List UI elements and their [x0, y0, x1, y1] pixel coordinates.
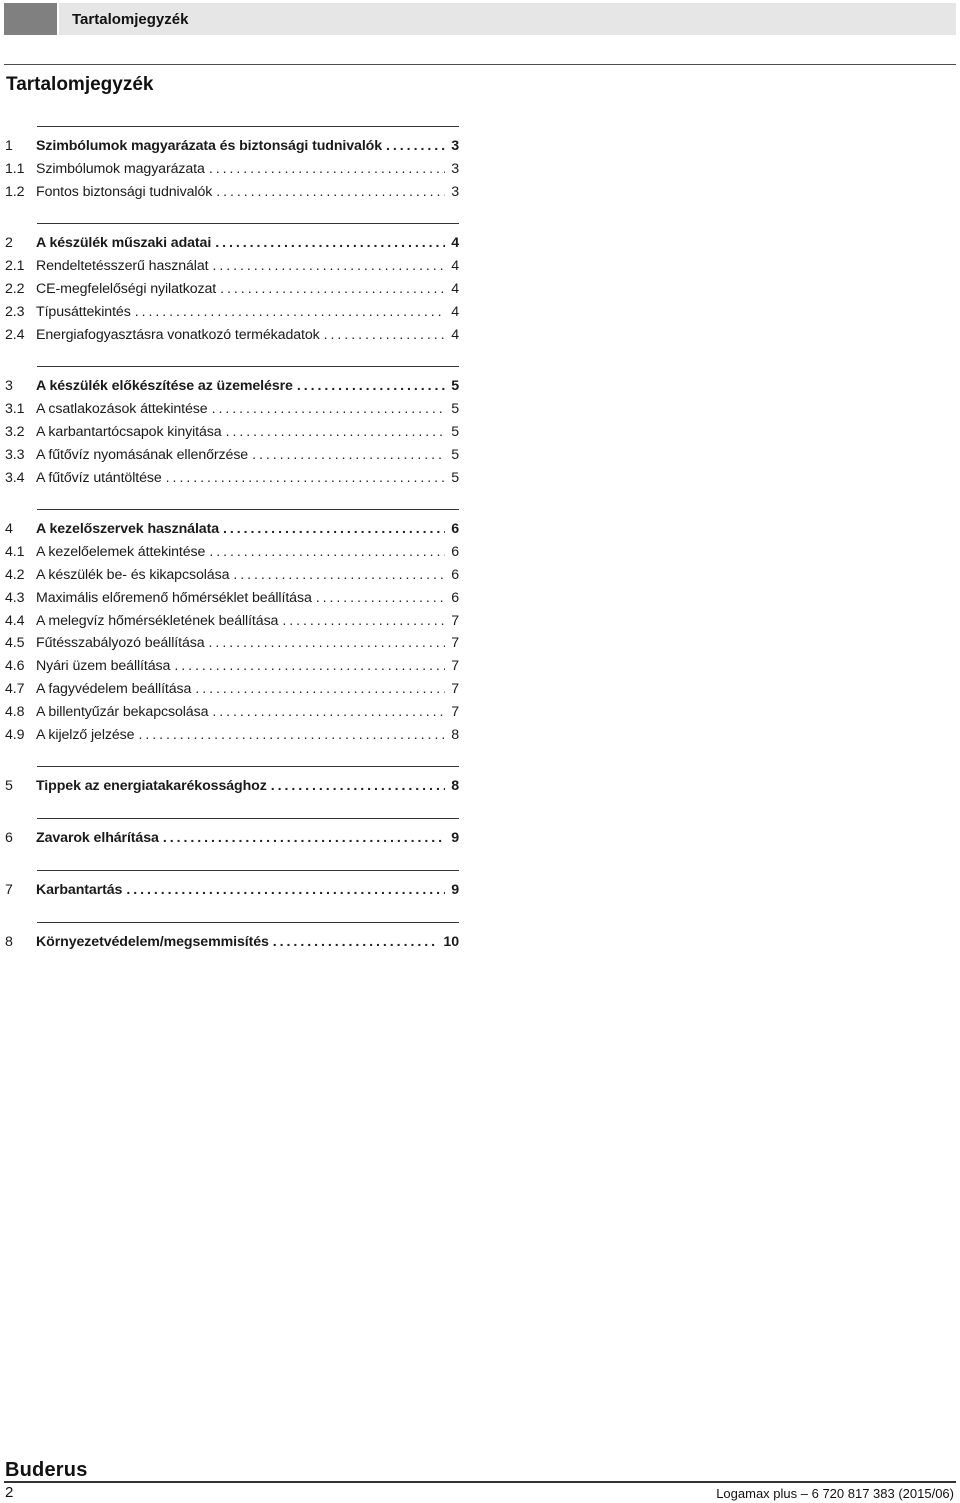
- brand-logo: Buderus: [5, 1459, 88, 1481]
- toc-subentry[interactable]: [5, 610, 459, 633]
- section-divider: [37, 126, 459, 127]
- entry-number: 3.1: [5, 401, 25, 418]
- entry-number: 3: [5, 378, 13, 395]
- entry-title: A készülék előkészítése az üzemelésre: [36, 378, 293, 395]
- toc-subentry[interactable]: [5, 467, 459, 490]
- entry-title: Tippek az energiatakarékossághoz: [36, 778, 267, 795]
- entry-title: A kezelőszervek használata: [36, 521, 219, 538]
- entry-number: 4: [5, 521, 13, 538]
- entry-title: Környezetvédelem/megsemmisítés: [36, 933, 269, 950]
- dot-leader: [195, 678, 445, 701]
- dot-leader: [212, 398, 445, 421]
- toc-entry[interactable]: [5, 879, 459, 902]
- toc-subentry[interactable]: [5, 724, 459, 747]
- table-of-contents: [5, 126, 459, 954]
- entry-page: 8: [451, 778, 459, 795]
- dot-leader: [273, 931, 440, 954]
- section-divider: [37, 870, 459, 871]
- dot-leader: [324, 324, 445, 347]
- entry-title: A kijelző jelzése: [36, 726, 135, 743]
- dot-leader: [220, 278, 445, 301]
- dot-leader: [209, 541, 445, 564]
- toc-section: [5, 126, 459, 203]
- dot-leader: [163, 827, 445, 850]
- toc-subentry[interactable]: [5, 301, 459, 324]
- entry-number: 1: [5, 138, 13, 154]
- toc-subentry[interactable]: [5, 255, 459, 278]
- dot-leader: [138, 724, 445, 747]
- entry-page: 6: [451, 589, 459, 606]
- entry-page: 4: [451, 258, 459, 275]
- entry-page: 7: [451, 703, 459, 720]
- header-bar: [59, 3, 956, 35]
- entry-title: A csatlakozások áttekintése: [36, 401, 208, 418]
- entry-title: A melegvíz hőmérsékletének beállítása: [36, 612, 279, 629]
- entry-page: 4: [451, 303, 459, 320]
- toc-section: [5, 223, 459, 346]
- dot-leader: [226, 421, 445, 444]
- entry-title: A kezelőelemek áttekintése: [36, 544, 206, 561]
- entry-page: 3: [451, 138, 459, 154]
- entry-page: 4: [451, 326, 459, 343]
- toc-entry[interactable]: [5, 931, 459, 954]
- entry-page: 10: [443, 933, 459, 950]
- section-divider: [37, 223, 459, 224]
- entry-title: A készülék műszaki adatai: [36, 235, 212, 252]
- entry-title: A karbantartócsapok kinyitása: [36, 423, 222, 440]
- entry-title: Rendeltetésszerű használat: [36, 258, 209, 275]
- entry-page: 5: [451, 401, 459, 418]
- entry-page: 5: [451, 446, 459, 463]
- entry-title: A fűtővíz nyomásának ellenőrzése: [36, 446, 249, 463]
- entry-number: 2.2: [5, 280, 25, 297]
- toc-subentry[interactable]: [5, 181, 459, 204]
- dot-leader: [271, 775, 445, 798]
- toc-section: [5, 818, 459, 850]
- toc-section: [5, 922, 459, 954]
- section-divider: [37, 766, 459, 767]
- toc-entry[interactable]: [5, 375, 459, 398]
- entry-page: 9: [451, 881, 459, 898]
- entry-number: 7: [5, 881, 13, 898]
- entry-title: Szimbólumok magyarázata és biztonsági tudnivalók: [36, 138, 383, 154]
- entry-page: 6: [451, 544, 459, 561]
- section-divider: [37, 922, 459, 923]
- dot-leader: [209, 632, 445, 655]
- toc-subentry[interactable]: [5, 398, 459, 421]
- toc-entry[interactable]: [5, 518, 459, 541]
- toc-entry[interactable]: [5, 775, 459, 798]
- page-title: Tartalomjegyzék: [6, 74, 154, 95]
- entry-number: 6: [5, 830, 13, 847]
- entry-page: 3: [451, 183, 459, 200]
- toc-subentry[interactable]: [5, 564, 459, 587]
- entry-number: 2: [5, 235, 13, 252]
- header-title: Tartalomjegyzék: [72, 11, 189, 28]
- entry-page: 6: [451, 521, 459, 538]
- entry-number: 4.1: [5, 544, 25, 561]
- entry-title: Karbantartás: [36, 881, 123, 898]
- entry-number: 5: [5, 778, 13, 795]
- dot-leader: [282, 610, 445, 633]
- entry-page: 7: [451, 635, 459, 652]
- document-reference: Logamax plus – 6 720 817 383 (2015/06): [716, 1486, 954, 1501]
- entry-title: Nyári üzem beállítása: [36, 658, 171, 675]
- entry-title: A fűtővíz utántöltése: [36, 469, 162, 486]
- page-header: [4, 3, 956, 35]
- header-divider: [4, 64, 956, 65]
- dot-leader: [126, 879, 445, 902]
- toc-subentry[interactable]: [5, 701, 459, 724]
- toc-subentry[interactable]: [5, 278, 459, 301]
- entry-number: 4.4: [5, 612, 25, 629]
- entry-title: A fagyvédelem beállítása: [36, 680, 192, 697]
- toc-subentry[interactable]: [5, 587, 459, 610]
- toc-subentry[interactable]: [5, 444, 459, 467]
- entry-page: 7: [451, 658, 459, 675]
- entry-number: 3.3: [5, 446, 25, 463]
- entry-title: Típusáttekintés: [36, 303, 131, 320]
- footer-divider: [4, 1481, 956, 1483]
- dot-leader: [297, 375, 445, 398]
- entry-number: 2.1: [5, 258, 25, 275]
- entry-title: Fűtésszabályozó beállítása: [36, 635, 205, 652]
- dot-leader: [212, 701, 445, 724]
- toc-subentry[interactable]: [5, 678, 459, 701]
- entry-page: 7: [451, 680, 459, 697]
- toc-subentry[interactable]: [5, 632, 459, 655]
- dot-leader: [213, 255, 446, 278]
- toc-subentry[interactable]: [5, 421, 459, 444]
- entry-page: 5: [451, 423, 459, 440]
- entry-number: 4.7: [5, 680, 25, 697]
- dot-leader: [252, 444, 445, 467]
- entry-number: 4.2: [5, 566, 25, 583]
- entry-number: 4.3: [5, 589, 25, 606]
- toc-section: [5, 870, 459, 902]
- entry-page: 4: [451, 280, 459, 297]
- toc-subentry[interactable]: [5, 324, 459, 347]
- toc-entry[interactable]: [5, 135, 459, 158]
- toc-entry[interactable]: [5, 232, 459, 255]
- entry-number: 3.2: [5, 423, 25, 440]
- dot-leader: [216, 181, 445, 204]
- entry-number: 4.8: [5, 703, 25, 720]
- entry-page: 9: [451, 830, 459, 847]
- dot-leader: [223, 518, 445, 541]
- toc-subentry[interactable]: [5, 541, 459, 564]
- entry-number: 4.9: [5, 726, 25, 743]
- entry-number: 8: [5, 933, 13, 950]
- entry-number: 2.4: [5, 326, 25, 343]
- header-marker: [4, 3, 57, 35]
- entry-title: Maximális előremenő hőmérséklet beállítása: [36, 589, 312, 606]
- entry-page: 3: [451, 160, 459, 177]
- entry-number: 4.5: [5, 635, 25, 652]
- dot-leader: [174, 655, 445, 678]
- entry-number: 1.2: [5, 183, 25, 200]
- section-divider: [37, 818, 459, 819]
- page-number: 2: [5, 1484, 14, 1501]
- toc-subentry[interactable]: [5, 655, 459, 678]
- entry-page: 5: [451, 378, 459, 395]
- entry-page: 6: [451, 566, 459, 583]
- dot-leader: [166, 467, 445, 490]
- entry-number: 3.4: [5, 469, 25, 486]
- toc-section: [5, 366, 459, 489]
- dot-leader: [316, 587, 445, 610]
- entry-page: 5: [451, 469, 459, 486]
- entry-title: Szimbólumok magyarázata: [36, 160, 205, 177]
- entry-title: A készülék be- és kikapcsolása: [36, 566, 230, 583]
- entry-title: Energiafogyasztásra vonatkozó termékadatok: [36, 326, 320, 343]
- entry-page: 8: [451, 726, 459, 743]
- entry-title: A billentyűzár bekapcsolása: [36, 703, 209, 720]
- toc-section: [5, 509, 459, 746]
- entry-number: 4.6: [5, 658, 25, 675]
- dot-leader: [209, 158, 445, 181]
- section-divider: [37, 509, 459, 510]
- toc-entry[interactable]: [5, 827, 459, 850]
- dot-leader: [135, 301, 445, 324]
- dot-leader: [215, 232, 445, 255]
- toc-subentry[interactable]: [5, 158, 459, 181]
- entry-title: Zavarok elhárítása: [36, 830, 159, 847]
- entry-title: CE-megfelelőségi nyilatkozat: [36, 280, 217, 297]
- entry-title: Fontos biztonsági tudnivalók: [36, 183, 213, 200]
- entry-number: 2.3: [5, 303, 25, 320]
- dot-leader: [233, 564, 445, 587]
- section-divider: [37, 366, 459, 367]
- toc-section: [5, 766, 459, 798]
- dot-leader: [386, 135, 445, 158]
- entry-number: 1.1: [5, 160, 25, 177]
- entry-page: 4: [451, 235, 459, 252]
- entry-page: 7: [451, 612, 459, 629]
